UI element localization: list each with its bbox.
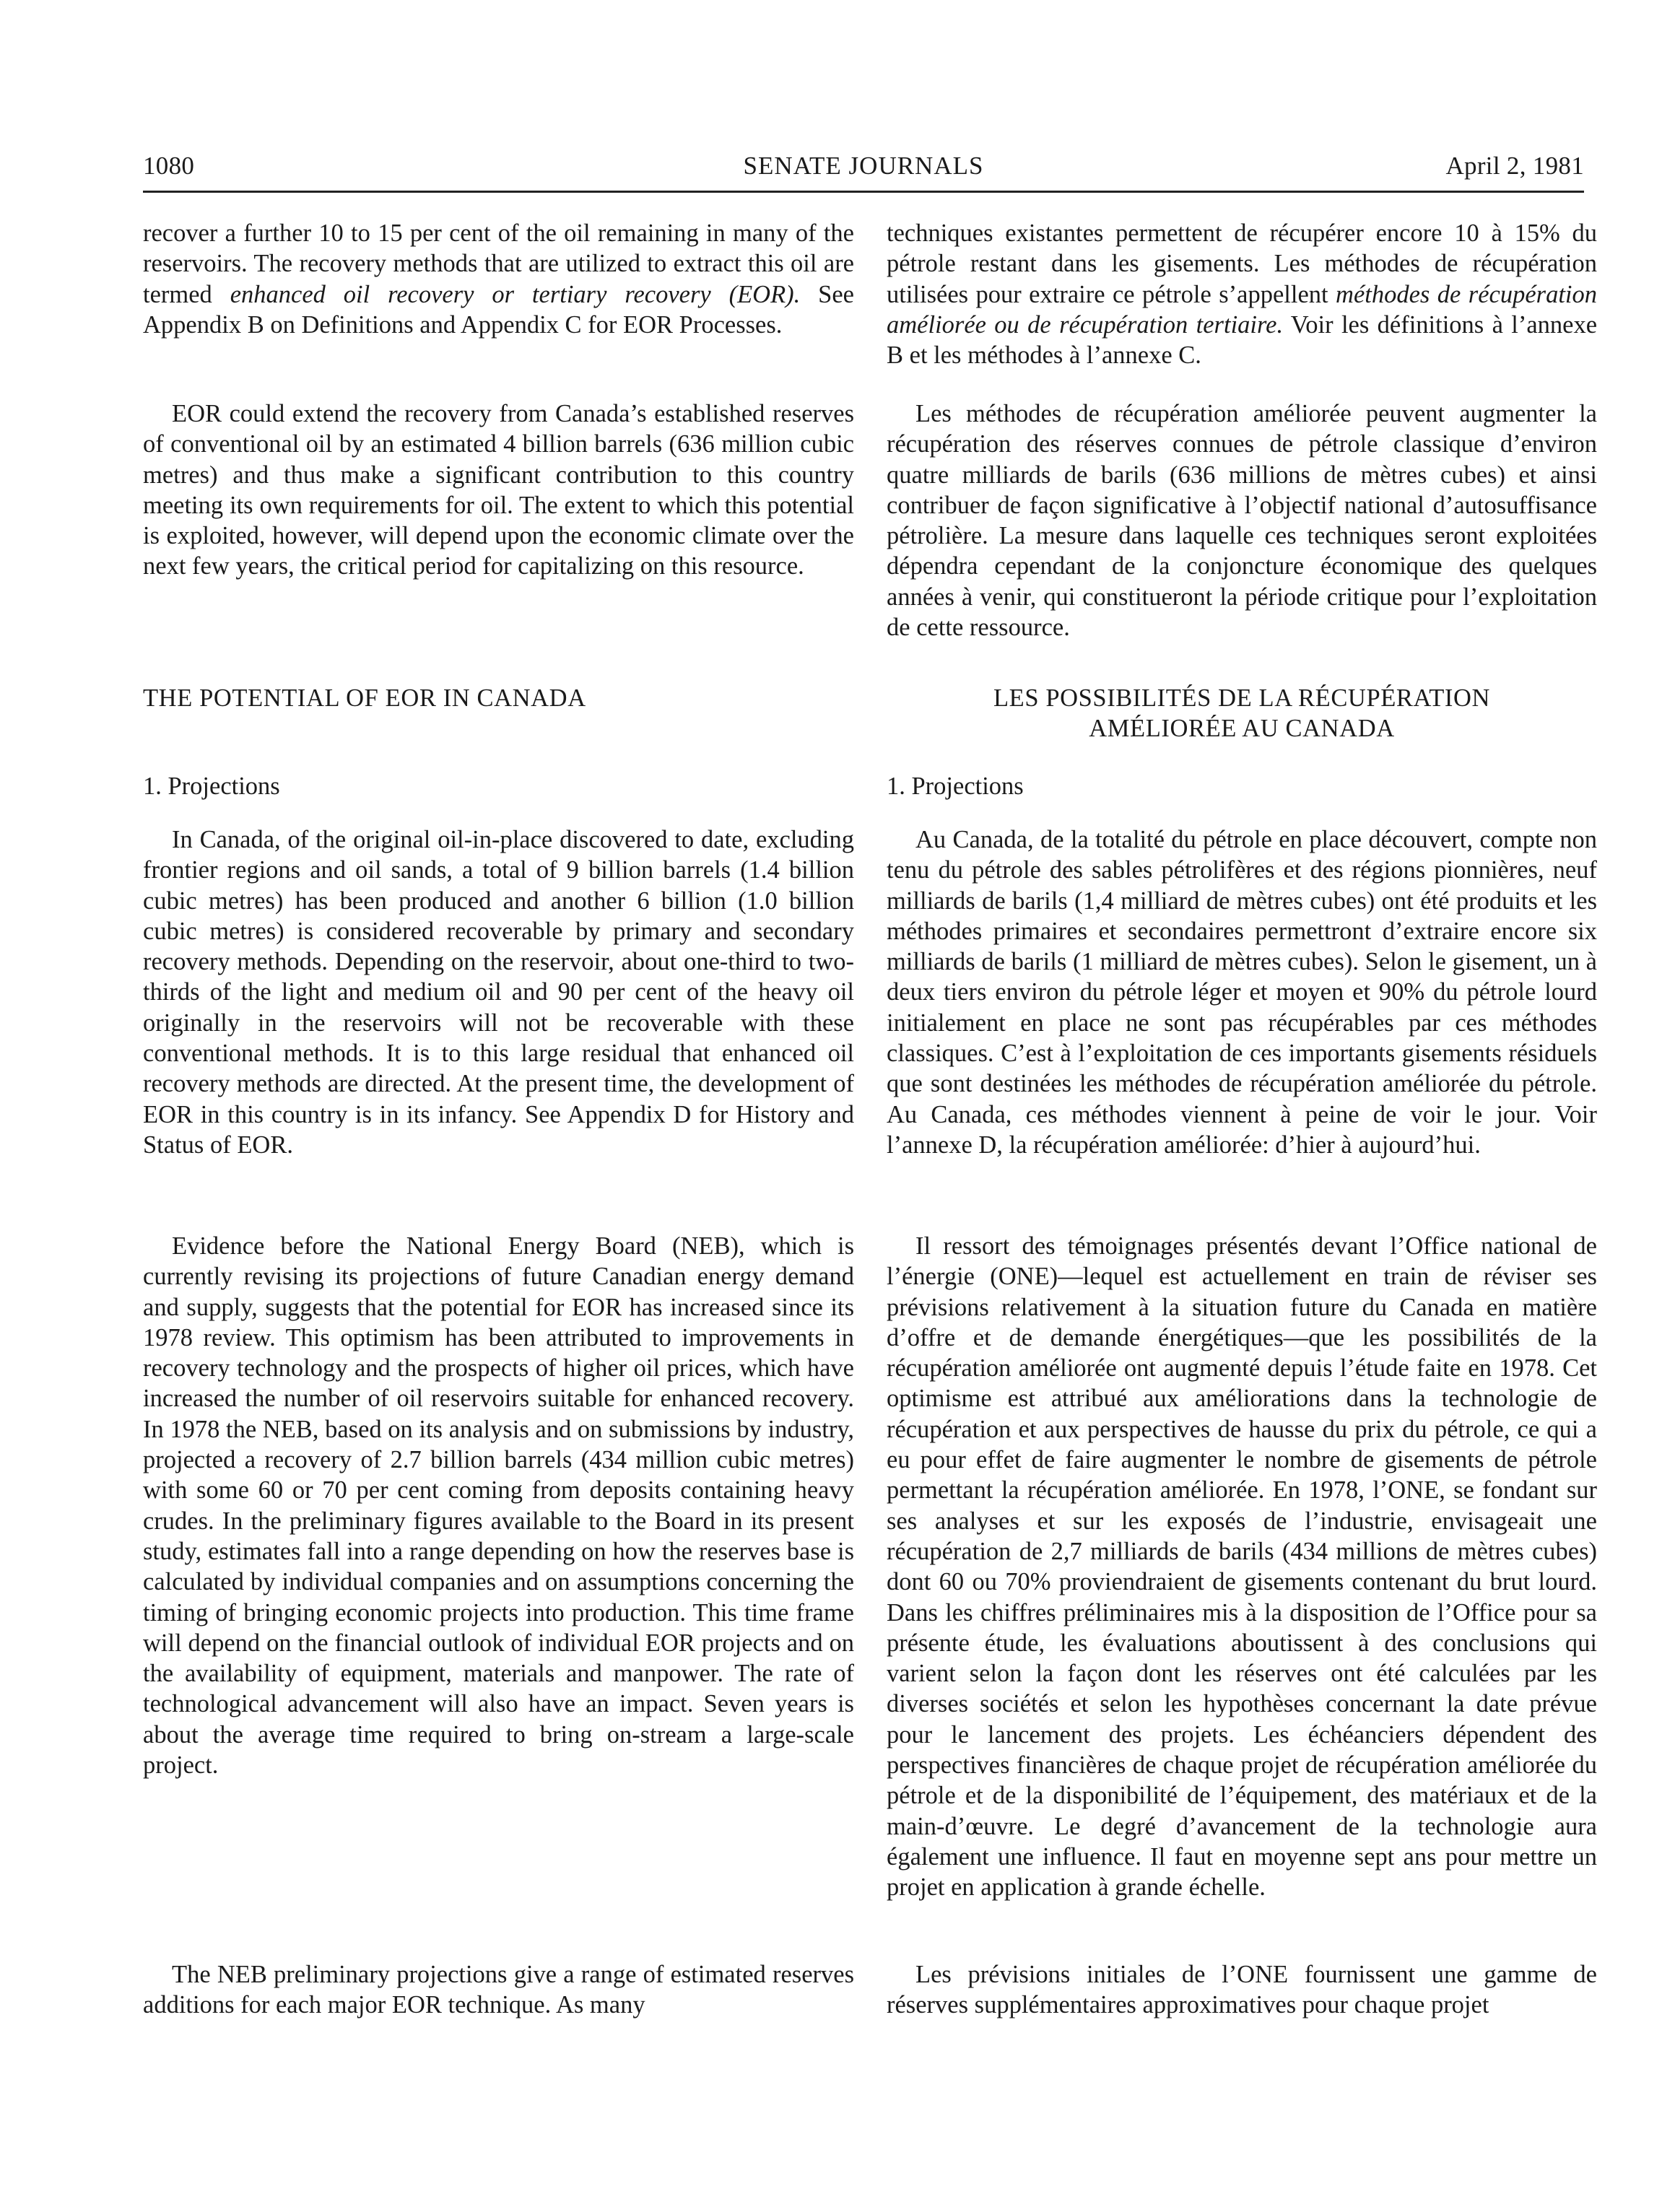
en-section-heading: THE POTENTIAL OF EOR IN CANADA xyxy=(143,684,586,712)
fr-paragraph-2: Les méthodes de récupération améliorée peuvent augmenter la récupération des réserves connues de pétrole classique d’environ quatre milliards de barils (636 millions de mètres cubes) et ainsi contribuer de façon significative à l’objectif national d’autosuffisance pétrolière. La mesure dans laquelle ces techniques seront exploitées dépendra cependant de la conjoncture économique des quelques années à venir, qui constitueront la période critique pour l’exploitation de cette ressource. xyxy=(887,400,1597,642)
page-number: 1080 xyxy=(143,152,195,180)
en-paragraph-1 xyxy=(143,218,854,340)
en-paragraph-4: Evidence before the National Energy Board (NEB), which is currently revising its projections of future Canadian energy demand and supply, suggests that the potential for EOR has increased since its 1978 review. This optimism has been attributed to improvements in recovery technology and the prospects of higher oil prices, which have increased the number of oil reservoirs suitable for enhanced recovery. In 1978 the NEB, based on its analysis and on submissions by industry, projected a recovery of 2.7 billion barrels (434 million cubic metres) with some 60 or 70 per cent coming from deposits containing heavy crudes. In the preliminary figures available to the Board in its present study, estimates fall into a range depending on how the reserves base is calculated by individual companies and on assumptions concerning the timing of bringing economic projects into production. This time frame will depend on the financial outlook of individual EOR projects and on the availability of equipment, materials and manpower. The rate of technological advancement will also have an impact. Seven years is about the average time required to bring on-stream a large-scale project. xyxy=(143,1232,854,1780)
fr-p1-text-b: Voir les définitions à l’annexe B et les méthodes à l’annexe C. xyxy=(887,310,1598,370)
fr-heading-line-2: AMÉLIORÉE AU CANADA xyxy=(1089,715,1395,742)
fr-p1-emphasis: méthodes de récupération améliorée ou de récupération tertiaire. xyxy=(887,280,1597,339)
journal-date: April 2, 1981 xyxy=(1445,152,1584,180)
en-p1-text-a: recover a further 10 to 15 per cent of the oil remaining in many of the reservoirs. The recovery methods that are utilized to extract this oil are termed xyxy=(143,219,854,308)
fr-section-heading xyxy=(887,683,1597,744)
en-paragraph-3: In Canada, of the original oil-in-place discovered to date, excluding frontier regions and oil sands, a total of 9 billion barrels (1.4 billion cubic metres) has been produced and another 6 billion (1.0 billion cubic metres) is considered recoverable by primary and secondary recovery methods. Depending on the reservoir, about one-third to two-thirds of the light and medium oil and 90 per cent of the heavy oil originally in the reservoirs will not be recoverable with these conventional methods. It is to this large residual that enhanced oil recovery methods are directed. At the present time, the development of EOR in this country is in its infancy. See Appendix D for History and Status of EOR. xyxy=(143,826,854,1159)
fr-paragraph-4: Il ressort des témoignages présentés devant l’Office national de l’énergie (ONE)—lequel est actuellement en train de réviser ses prévisions relativement à la situation future du Canada en matière d’offre et de demande énergétiques—que les possibilités de la récupération améliorée ont augmenté depuis l’étude faite en 1978. Cet optimisme est attribué aux améliorations dans la technologie de récupération et aux perspectives de hausse du prix du pétrole, ce qui a eu pour effet de faire augmenter le nombre de gisements de pétrole permettant la récupération améliorée. En 1978, l’ONE, se fondant sur ses analyses et sur les exposés de l’industrie, envisageait une récupération de 2,7 milliards de barils (434 millions de mètres cubes) dont 60 ou 70% proviendraient de gisements contenant du brut lourd. Dans les chiffres préliminaires mis à la disposition de l’Office pour sa présente étude, les évaluations aboutissent à des conclusions qui varient selon la façon dont les réserves ont été calculées par les diverses sociétés et selon les hypothèses concernant la date prévue pour le lancement des projets. Les échéanciers dépendent des perspectives financières de chaque projet de récupération améliorée du pétrole et de la disponibilité de l’équipement, des matériaux et de la main-d’œuvre. Le degré d’avancement de la technologie aura également une influence. Il faut en moyenne sept ans pour mettre un projet en application à grande échelle. xyxy=(887,1232,1597,1902)
fr-paragraph-5: Les prévisions initiales de l’ONE fournissent une gamme de réserves supplémentaires approximatives pour chaque projet xyxy=(887,1961,1597,2019)
en-paragraph-2: EOR could extend the recovery from Canada’s established reserves of conventional oil by an estimated 4 billion barrels (636 million cubic metres) and thus make a significant contribution to this country meeting its own requirements for oil. The extent to which this potential is exploited, however, will depend upon the economic climate over the next few years, the critical period for capitalizing on this resource. xyxy=(143,400,854,580)
fr-paragraph-3: Au Canada, de la totalité du pétrole en place découvert, compte non tenu du pétrole des sables pétrolifères et des régions pionnières, neuf milliards de barils (1,4 milliard de mètres cubes) ont été produits et les méthodes primaires et secondaires permettront d’extraire encore six milliards de barils (1 milliard de mètres cubes). Selon le gisement, un à deux tiers environ du pétrole léger et moyen et 90% du pétrole lourd initialement en place ne sont pas récupérables par ces méthodes classiques. C’est à l’exploitation de ces importants gisements résiduels que sont destinées les méthodes de récupération améliorée du pétrole. Au Canada, ces méthodes viennent à peine de voir le jour. Voir l’annexe D, la récupération améliorée: d’hier à aujourd’hui. xyxy=(887,826,1597,1159)
fr-subheading: 1. Projections xyxy=(887,772,1024,800)
journal-title: SENATE JOURNALS xyxy=(743,152,984,180)
fr-heading-line-1: LES POSSIBILITÉS DE LA RÉCUPÉRATION xyxy=(993,684,1491,712)
fr-paragraph-1 xyxy=(887,218,1597,370)
en-p1-emphasis: enhanced oil recovery or tertiary recovery (EOR). xyxy=(230,280,801,308)
page-header xyxy=(143,150,1584,193)
en-paragraph-5: The NEB preliminary projections give a range of estimated reserves additions for each major EOR technique. As many xyxy=(143,1961,854,2019)
fr-p1-text-a: techniques existantes permettent de récupérer encore 10 à 15% du pétrole restant dans les gisements. Les méthodes de récupération utilisées pour extraire ce pétrole s’appellent xyxy=(887,219,1597,308)
en-p1-text-b: See Appendix B on Definitions and Appendix C for EOR Processes. xyxy=(143,280,854,339)
en-subheading: 1. Projections xyxy=(143,772,280,800)
